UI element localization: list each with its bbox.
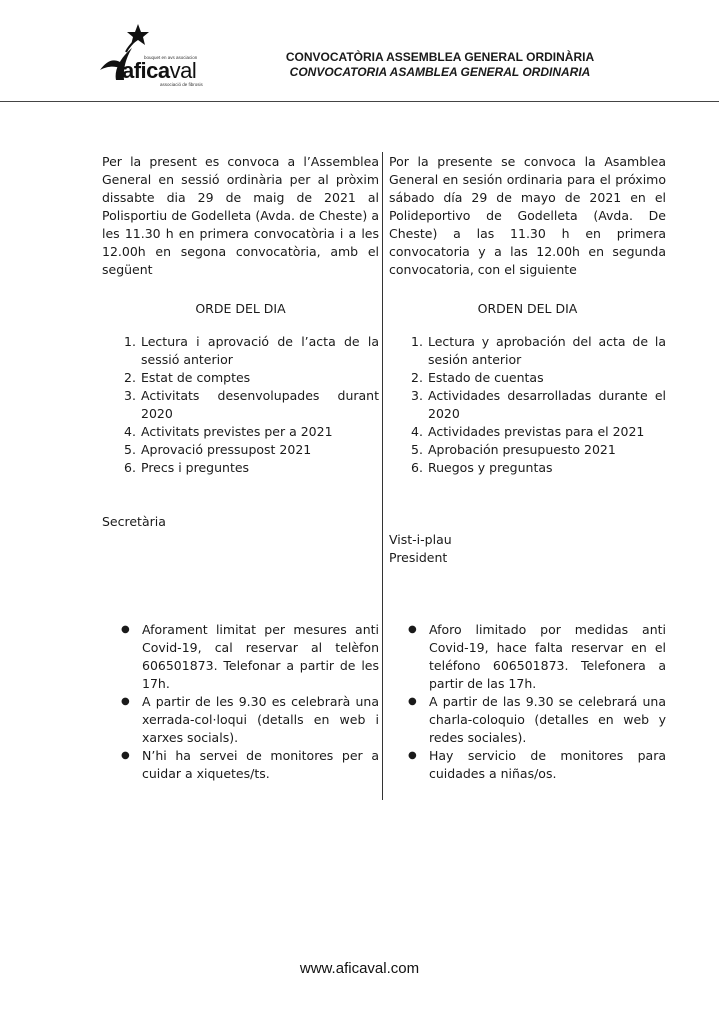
- bullet-icon: ●: [408, 696, 417, 707]
- note-item: [408, 621, 666, 693]
- agenda-item: [124, 387, 379, 423]
- agenda-item: [124, 423, 379, 441]
- note-text: Aforament limitat per mesures anti Covid-19, cal reservar al telèfon 606501873. Telefonar a partir de les 17h.: [142, 622, 379, 691]
- agenda-number: 4.: [124, 424, 136, 439]
- notes-list: [389, 621, 666, 783]
- agenda-item: [411, 423, 666, 441]
- agenda-number: 6.: [124, 460, 136, 475]
- agenda-item: [124, 459, 379, 477]
- agenda-text: Actividades desarrolladas durante el 2020: [428, 388, 666, 421]
- logo-name-light: val: [169, 58, 197, 83]
- agenda-number: 4.: [411, 424, 423, 439]
- agenda-number: 5.: [411, 442, 423, 457]
- bullet-icon: ●: [408, 750, 417, 761]
- note-text: N’hi ha servei de monitores per a cuidar a xiquetes/ts.: [142, 748, 379, 781]
- bullet-icon: ●: [121, 750, 130, 761]
- agenda-item: [124, 369, 379, 387]
- agenda-item: [411, 459, 666, 477]
- bullet-icon: ●: [121, 696, 130, 707]
- agenda-item: [411, 333, 666, 369]
- agenda-number: 2.: [411, 370, 423, 385]
- note-item: [408, 693, 666, 747]
- agenda-number: 1.: [411, 334, 423, 349]
- agenda-item: [411, 369, 666, 387]
- note-text: Aforo limitado por medidas anti Covid-19, hace falta reservar en el teléfono 606501873. Telefonera a partir de las 17h.: [429, 622, 666, 691]
- agenda-title: ORDE DEL DIA: [195, 301, 286, 316]
- signature-approval: Vist-i-plau: [389, 532, 452, 547]
- agenda-text: Lectura y aprobación del acta de la sesión anterior: [428, 334, 666, 367]
- title-spanish: CONVOCATORIA ASAMBLEA GENERAL ORDINARIA: [289, 65, 591, 79]
- logo-tagline-bottom: associació de fibrosis: [160, 82, 203, 87]
- signature-president: [389, 531, 452, 567]
- note-text: A partir de las 9.30 se celebrará una charla-coloquio (detalles en web y redes sociales).: [429, 694, 666, 745]
- agenda-number: 5.: [124, 442, 136, 457]
- note-text: A partir de les 9.30 es celebrarà una xerrada-col·loqui (detalls en web i xarxes socials).: [142, 694, 379, 745]
- bullet-icon: ●: [121, 624, 130, 635]
- bullet-icon: ●: [408, 624, 417, 635]
- signature-secretary: Secretària: [102, 514, 166, 529]
- agenda-text: Ruegos y preguntas: [428, 460, 553, 475]
- footer-website-link[interactable]: www.aficaval.com: [299, 960, 420, 977]
- agenda-number: 1.: [124, 334, 136, 349]
- agenda-number: 6.: [411, 460, 423, 475]
- agenda-text: Actividades previstas para el 2021: [428, 424, 645, 439]
- agenda-list: [389, 333, 666, 477]
- agenda-item: [411, 387, 666, 423]
- agenda-number: 2.: [124, 370, 136, 385]
- agenda-text: Precs i preguntes: [141, 460, 250, 475]
- agenda-item: [124, 333, 379, 369]
- agenda-number: 3.: [124, 388, 136, 403]
- agenda-text: Activitats previstes per a 2021: [141, 424, 333, 439]
- agenda-text: Estado de cuentas: [428, 370, 544, 385]
- note-item: [408, 747, 666, 783]
- intro-paragraph: Per la present es convoca a l’Assemblea General en sessió ordinària per al pròxim dissabte dia 29 de maig de 2021 al Polisportiu de Godelleta (Avda. de Cheste) a les 11.30 h en primera convocatòria i a les 12.00h en segona convocatòria, amb el següent: [102, 154, 379, 277]
- agenda-number: 3.: [411, 388, 423, 403]
- agenda-text: Aprovació pressupost 2021: [141, 442, 312, 457]
- agenda-text: Estat de comptes: [141, 370, 251, 385]
- title-catalan: CONVOCATÒRIA ASSEMBLEA GENERAL ORDINÀRIA: [285, 50, 595, 64]
- note-item: [121, 747, 379, 783]
- agenda-item: [411, 441, 666, 459]
- logo: [86, 22, 236, 92]
- agenda-item: [124, 441, 379, 459]
- document-title: [240, 50, 640, 80]
- signature-role: President: [389, 550, 448, 565]
- agenda-title: ORDEN DEL DIA: [477, 301, 578, 316]
- logo-tagline-top: bouquet en avs asociacion: [144, 55, 198, 60]
- note-item: [121, 693, 379, 747]
- agenda-text: Aprobación presupuesto 2021: [428, 442, 616, 457]
- agenda-list: [102, 333, 379, 477]
- intro-paragraph: Por la presente se convoca la Asamblea General en sesión ordinaria para el próximo sábado día 29 de mayo de 2021 en el Polideportivo de Godelleta (Avda. De Cheste) a las 11.30 h en primera convocatoria y a las 12.00h en segunda convocatoria, con el siguiente: [389, 154, 666, 277]
- agenda-text: Lectura i aprovació de l’acta de la sessió anterior: [141, 334, 379, 367]
- agenda-text: Activitats desenvolupades durant 2020: [141, 388, 379, 421]
- note-text: Hay servicio de monitores para cuidades a niñas/os.: [429, 748, 666, 781]
- header-divider: [0, 101, 719, 102]
- logo-name-bold: afica: [122, 58, 170, 83]
- notes-list: [102, 621, 379, 783]
- logo-wordmark: [122, 58, 196, 84]
- column-divider: [382, 152, 383, 800]
- note-item: [121, 621, 379, 693]
